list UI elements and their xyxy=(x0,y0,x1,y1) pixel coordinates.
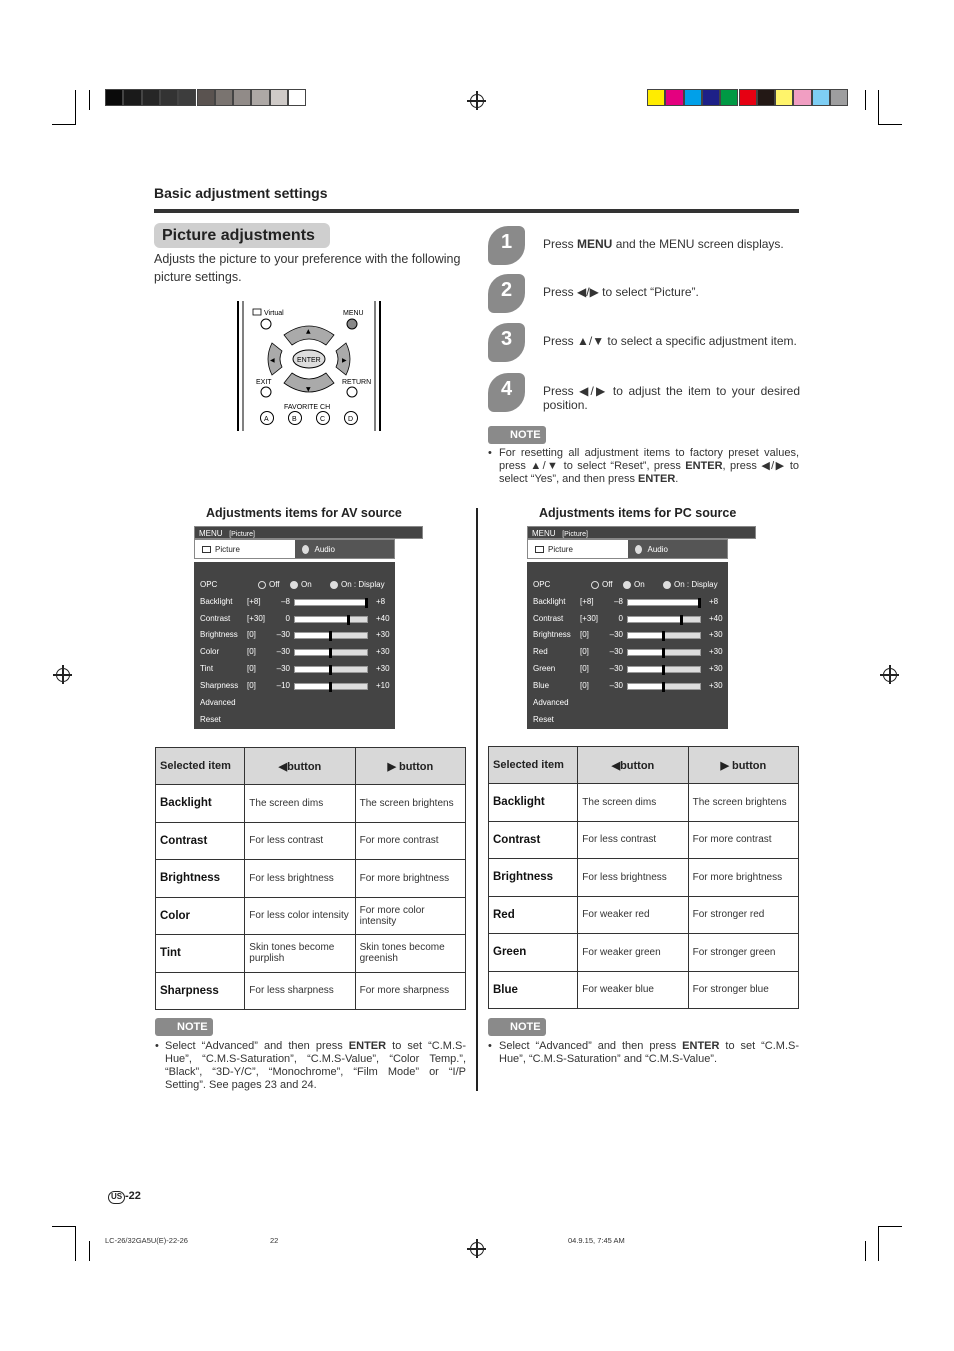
table-cell: For weaker green xyxy=(578,934,688,972)
step-number: 2 xyxy=(488,274,525,313)
step-number: 3 xyxy=(488,323,525,362)
osd-setting-min: –8 xyxy=(614,597,623,606)
osd-setting-min: –30 xyxy=(276,647,290,657)
osd-setting-label: Contrast xyxy=(533,613,564,623)
note-top-text: For resetting all adjustment items to factory preset values, press ▲/▼ to select “Reset”, press ENTER, press ◀/▶ to select “Yes”, and then press ENTER. xyxy=(499,447,799,485)
table-cell: Backlight xyxy=(156,785,245,823)
slider-fill xyxy=(295,600,367,605)
osd-setting-row[interactable] xyxy=(533,614,723,626)
osd-crumb: [Picture] xyxy=(562,531,588,538)
table-cell: Contrast xyxy=(156,822,245,860)
slider-knob xyxy=(662,648,665,658)
osd-opc-row xyxy=(533,580,723,592)
osd-setting-label: Contrast xyxy=(200,613,231,623)
registration-mark-icon xyxy=(56,668,70,682)
osd-opc-label: OPC xyxy=(533,580,551,589)
note-label: NOTE xyxy=(510,1021,541,1033)
osd-extra-row[interactable] xyxy=(200,698,390,710)
osd-setting-value: [0] xyxy=(580,680,589,690)
note-label: NOTE xyxy=(177,1021,208,1033)
swatch xyxy=(812,89,830,106)
slider-knob xyxy=(662,665,665,675)
osd-setting-row[interactable] xyxy=(533,664,723,676)
slider-fill xyxy=(628,667,664,672)
osd-setting-min: –8 xyxy=(281,597,290,606)
osd-setting-min: –10 xyxy=(276,680,290,690)
osd-slider[interactable] xyxy=(627,616,701,623)
osd-setting-row[interactable] xyxy=(200,681,390,693)
osd-menu-bar xyxy=(194,526,423,539)
opc-option: On xyxy=(301,580,312,589)
table-row xyxy=(156,972,466,1010)
osd-setting-label: Tint xyxy=(200,663,214,673)
slider-knob xyxy=(329,648,332,658)
osd-setting-row[interactable] xyxy=(533,630,723,642)
osd-setting-min: –30 xyxy=(609,630,623,640)
osd-panel xyxy=(194,562,395,729)
swatch xyxy=(720,89,738,106)
slider-fill xyxy=(295,684,331,689)
osd-tab-audio[interactable] xyxy=(628,540,728,558)
swatch xyxy=(178,89,196,106)
osd-setting-min: 0 xyxy=(618,613,623,623)
slider-fill xyxy=(295,667,331,672)
footer-file: LC-26/32GA5U(E)-22-26 xyxy=(105,1236,188,1245)
opc-radio[interactable] xyxy=(663,581,671,589)
osd-setting-row[interactable] xyxy=(200,614,390,626)
column-divider xyxy=(476,508,478,1091)
exit-button xyxy=(261,387,271,397)
slider-fill xyxy=(628,650,664,655)
swatch xyxy=(288,89,306,106)
table-cell: Red xyxy=(489,896,578,934)
osd-setting-max: +10 xyxy=(376,680,390,690)
note-top: • For resetting all adjustment items to factory preset values, press ▲/▼ to select “Reset”, press ENTER, press ◀/▶ to select “Yes”, and then press ENTER. xyxy=(488,447,799,485)
swatch xyxy=(775,89,793,106)
svg-text:◀: ◀ xyxy=(270,357,275,364)
table-cell: For less brightness xyxy=(578,859,688,897)
slider-knob xyxy=(347,615,350,625)
osd-extra-label: Advanced xyxy=(200,698,236,707)
slider-fill xyxy=(628,600,700,605)
osd-setting-value: [0] xyxy=(247,647,256,657)
osd-setting-max: +40 xyxy=(709,613,723,623)
opc-radio[interactable] xyxy=(591,581,599,589)
opc-option: On : Display xyxy=(674,580,718,589)
table-cell: For stronger blue xyxy=(688,971,798,1009)
osd-slider[interactable] xyxy=(294,616,368,623)
osd-setting-value: [+8] xyxy=(247,597,261,606)
virtual-button xyxy=(261,319,271,329)
remote-label-d: D xyxy=(348,416,354,423)
table-cell: For more sharpness xyxy=(355,972,465,1010)
osd-menu-bar xyxy=(527,526,756,539)
osd-slider[interactable] xyxy=(627,683,701,690)
remote-label-c: C xyxy=(320,416,326,423)
table-cell: Skin tones become purplish xyxy=(245,935,355,973)
av-note-text: Select “Advanced” and then press ENTER to set “C.M.S-Hue”, “C.M.S-Saturation”, “C.M.S-Value”, “Color Temp.”, “Black”, “3D-Y/C”, “Monochrome”, “Film Mode” or “I/P Setting”. See pages 23 and 24. xyxy=(165,1040,466,1091)
table-row xyxy=(156,897,466,935)
picture-icon xyxy=(535,546,544,553)
audio-icon xyxy=(635,545,642,554)
remote-label-menu: MENU xyxy=(343,310,364,317)
opc-option: On xyxy=(634,580,645,589)
swatch xyxy=(105,89,123,106)
registration-mark-icon xyxy=(470,94,484,108)
osd-setting-min: –30 xyxy=(609,680,623,690)
osd-setting-row[interactable] xyxy=(200,664,390,676)
slider-knob xyxy=(662,631,665,641)
slider-knob xyxy=(329,665,332,675)
page-number-value: -22 xyxy=(125,1190,141,1202)
table-cell: Contrast xyxy=(489,821,578,859)
osd-tab-audio[interactable] xyxy=(295,540,395,558)
osd-setting-label: Sharpness xyxy=(200,680,239,690)
osd-setting-label: Blue xyxy=(533,680,550,690)
swatch xyxy=(739,89,757,106)
av-heading: Adjustments items for AV source xyxy=(206,506,402,520)
page-number xyxy=(108,1190,141,1204)
osd-setting-label: Brightness xyxy=(533,630,571,640)
table-cell: For less brightness xyxy=(245,860,355,898)
osd-menu-label: MENU xyxy=(532,529,556,538)
table-cell: For stronger red xyxy=(688,896,798,934)
osd-setting-min: –30 xyxy=(276,630,290,640)
table-cell: Tint xyxy=(156,935,245,973)
slider-knob xyxy=(329,682,332,692)
step-text: Press ◀/▶ to select “Picture”. xyxy=(543,285,699,299)
slider-fill xyxy=(295,617,349,622)
slider-fill xyxy=(295,633,331,638)
table-row xyxy=(156,822,466,860)
intro-text: Adjusts the picture to your preference with the following picture settings. xyxy=(154,252,461,284)
osd-setting-min: –30 xyxy=(609,647,623,657)
remote-label-b: B xyxy=(292,416,297,423)
osd-setting-label: Color xyxy=(200,647,220,657)
registration-mark-icon xyxy=(470,1242,484,1256)
osd-opc-row xyxy=(200,580,390,592)
osd-setting-max: +30 xyxy=(709,647,723,657)
osd-setting-max: +8 xyxy=(376,597,386,606)
osd-setting-row[interactable] xyxy=(533,597,723,609)
osd-tabs xyxy=(194,539,395,559)
menu-button xyxy=(347,319,357,329)
table-cell: For more brightness xyxy=(688,859,798,897)
note-badge xyxy=(155,1018,213,1036)
remote-label-a: A xyxy=(264,416,269,423)
table-row xyxy=(489,971,799,1009)
swatch xyxy=(830,89,848,106)
table-cell: Backlight xyxy=(489,784,578,822)
osd-setting-value: [+30] xyxy=(247,613,266,623)
step-text: Press ▲/▼ to select a specific adjustment item. xyxy=(543,334,797,348)
swatch xyxy=(793,89,811,106)
table-cell: For more contrast xyxy=(355,822,465,860)
osd-setting-value: [0] xyxy=(247,630,256,640)
av-note: • Select “Advanced” and then press ENTER to set “C.M.S-Hue”, “C.M.S-Saturation”, “C.M.S-Value”, “Color Temp.”, “Black”, “3D-Y/C”, “Monochrome”, “Film Mode” or “I/P Setting”. See pages 23 and 24. xyxy=(155,1040,466,1091)
remote-label-virtual: Virtual xyxy=(264,310,284,317)
table-cell: For less sharpness xyxy=(245,972,355,1010)
registration-mark-icon xyxy=(883,668,897,682)
note-badge xyxy=(488,1018,546,1036)
slider-knob xyxy=(365,598,368,608)
table-header: ▶ button xyxy=(688,747,798,784)
swatch xyxy=(684,89,702,106)
section-title: Basic adjustment settings xyxy=(154,185,328,201)
osd-slider[interactable] xyxy=(627,649,701,656)
table-cell: The screen dims xyxy=(578,784,688,822)
table-cell: Brightness xyxy=(156,860,245,898)
table-row xyxy=(156,860,466,898)
remote-label-favorite: FAVORITE CH xyxy=(284,404,331,411)
opc-radio[interactable] xyxy=(623,581,631,589)
av-adjust-table xyxy=(155,747,466,1010)
swatch xyxy=(160,89,178,106)
table-cell: The screen dims xyxy=(245,785,355,823)
swatch xyxy=(251,89,269,106)
opc-option: Off xyxy=(602,580,613,589)
osd-tabs xyxy=(527,539,728,559)
table-cell: For stronger green xyxy=(688,934,798,972)
slider-fill xyxy=(628,617,682,622)
pc-note: • Select “Advanced” and then press ENTER to set “C.M.S-Hue”, “C.M.S-Saturation” and “C.M.S-Value”. xyxy=(488,1040,799,1065)
osd-extra-label: Reset xyxy=(533,715,554,724)
step-text: Press ◀/▶ to adjust the item to your desired position. xyxy=(543,384,800,412)
footer-date: 04.9.15, 7:45 AM xyxy=(568,1236,625,1245)
osd-setting-max: +30 xyxy=(376,647,390,657)
swatch xyxy=(665,89,683,106)
table-cell: Blue xyxy=(489,971,578,1009)
osd-slider[interactable] xyxy=(294,599,368,606)
osd-setting-max: +30 xyxy=(376,663,390,673)
osd-setting-min: –30 xyxy=(276,663,290,673)
osd-opc-label: OPC xyxy=(200,580,218,589)
osd-setting-value: [+8] xyxy=(580,597,594,606)
osd-extra-row[interactable] xyxy=(533,715,723,727)
osd-setting-value: [0] xyxy=(580,630,589,640)
osd-slider[interactable] xyxy=(294,683,368,690)
osd-setting-max: +30 xyxy=(376,630,390,640)
osd-slider[interactable] xyxy=(294,632,368,639)
table-cell: For more brightness xyxy=(355,860,465,898)
osd-tab-audio-label: Audio xyxy=(647,545,668,554)
svg-text:▼: ▼ xyxy=(306,386,311,393)
osd-menu-label: MENU xyxy=(199,529,223,538)
table-cell: For less contrast xyxy=(245,822,355,860)
table-row xyxy=(489,934,799,972)
osd-extra-label: Reset xyxy=(200,715,221,724)
osd-setting-label: Green xyxy=(533,663,556,673)
table-row xyxy=(489,784,799,822)
swatch xyxy=(647,89,665,106)
osd-setting-min: 0 xyxy=(285,613,290,623)
osd-tab-picture[interactable] xyxy=(195,540,295,558)
osd-tab-picture[interactable] xyxy=(528,540,628,558)
swatch xyxy=(270,89,288,106)
table-cell: For weaker blue xyxy=(578,971,688,1009)
table-header: Selected item xyxy=(156,748,245,785)
slider-fill xyxy=(295,650,331,655)
remote-label-return: RETURN xyxy=(342,379,372,386)
table-cell: For more color intensity xyxy=(355,897,465,935)
table-header: ▶ button xyxy=(355,748,465,785)
osd-panel xyxy=(527,562,728,729)
remote-label-exit: EXIT xyxy=(256,379,272,386)
swatch xyxy=(702,89,720,106)
region-badge: US xyxy=(108,1191,125,1204)
osd-setting-value: [0] xyxy=(247,680,256,690)
osd-setting-label: Brightness xyxy=(200,630,238,640)
picture-icon xyxy=(202,546,211,553)
osd-setting-row[interactable] xyxy=(200,647,390,659)
opc-option: Off xyxy=(269,580,280,589)
pc-heading: Adjustments items for PC source xyxy=(539,506,737,520)
swatch xyxy=(142,89,160,106)
osd-setting-row[interactable] xyxy=(200,597,390,609)
osd-slider[interactable] xyxy=(627,666,701,673)
page-title: Picture adjustments xyxy=(154,223,330,248)
osd-extra-row[interactable] xyxy=(200,715,390,727)
remote-label-enter: ENTER xyxy=(297,357,321,364)
table-cell: Green xyxy=(489,934,578,972)
table-cell: Sharpness xyxy=(156,972,245,1010)
osd-setting-label: Backlight xyxy=(200,597,233,606)
table-row xyxy=(156,785,466,823)
slider-knob xyxy=(329,631,332,641)
note-label: NOTE xyxy=(510,429,541,441)
osd-setting-value: [+30] xyxy=(580,613,599,623)
swatch xyxy=(123,89,141,106)
osd-setting-value: [0] xyxy=(580,663,589,673)
table-cell: The screen brightens xyxy=(688,784,798,822)
table-cell: Color xyxy=(156,897,245,935)
opc-radio[interactable] xyxy=(290,581,298,589)
osd-extra-row[interactable] xyxy=(533,698,723,710)
table-row xyxy=(156,935,466,973)
pc-note-text: Select “Advanced” and then press ENTER to set “C.M.S-Hue”, “C.M.S-Saturation” and “C.M.S-Value”. xyxy=(499,1040,799,1065)
osd-setting-max: +30 xyxy=(709,680,723,690)
osd-tab-picture-label: Picture xyxy=(548,545,573,554)
step-text: Press MENU and the MENU screen displays. xyxy=(543,237,784,251)
slider-knob xyxy=(680,615,683,625)
table-cell: The screen brightens xyxy=(355,785,465,823)
table-cell: Skin tones become greenish xyxy=(355,935,465,973)
table-row xyxy=(489,859,799,897)
swatch xyxy=(233,89,251,106)
table-row xyxy=(489,821,799,859)
table-header: ◀button xyxy=(578,747,688,784)
step-number: 4 xyxy=(488,373,525,412)
osd-crumb: [Picture] xyxy=(229,531,255,538)
osd-setting-max: +30 xyxy=(709,663,723,673)
svg-text:▶: ▶ xyxy=(342,357,347,364)
opc-radio[interactable] xyxy=(258,581,266,589)
opc-option: On : Display xyxy=(341,580,385,589)
osd-slider[interactable] xyxy=(294,649,368,656)
table-cell: For weaker red xyxy=(578,896,688,934)
osd-setting-row[interactable] xyxy=(533,681,723,693)
slider-knob xyxy=(662,682,665,692)
osd-setting-max: +40 xyxy=(376,613,390,623)
osd-slider[interactable] xyxy=(627,632,701,639)
opc-radio[interactable] xyxy=(330,581,338,589)
osd-tab-audio-label: Audio xyxy=(314,545,335,554)
osd-slider[interactable] xyxy=(294,666,368,673)
swatch xyxy=(215,89,233,106)
swatch xyxy=(757,89,775,106)
step-number: 1 xyxy=(488,226,525,265)
pc-adjust-table xyxy=(488,746,799,1009)
table-row xyxy=(489,896,799,934)
slider-knob xyxy=(698,598,701,608)
section-rule xyxy=(154,209,799,213)
osd-slider[interactable] xyxy=(627,599,701,606)
remote-control-illustration xyxy=(236,301,382,431)
osd-setting-max: +30 xyxy=(709,630,723,640)
return-button xyxy=(347,387,357,397)
footer-page: 22 xyxy=(270,1236,279,1245)
osd-tab-picture-label: Picture xyxy=(215,545,240,554)
osd-setting-value: [0] xyxy=(580,647,589,657)
table-cell: For less contrast xyxy=(578,821,688,859)
table-header: ◀button xyxy=(245,748,355,785)
svg-text:▲: ▲ xyxy=(306,328,311,335)
osd-setting-row[interactable] xyxy=(533,647,723,659)
table-header: Selected item xyxy=(489,747,578,784)
slider-fill xyxy=(628,684,664,689)
osd-setting-max: +8 xyxy=(709,597,719,606)
osd-setting-min: –30 xyxy=(609,663,623,673)
swatch xyxy=(197,89,215,106)
osd-setting-label: Red xyxy=(533,647,548,657)
table-cell: Brightness xyxy=(489,859,578,897)
osd-setting-row[interactable] xyxy=(200,630,390,642)
table-cell: For more contrast xyxy=(688,821,798,859)
osd-setting-label: Backlight xyxy=(533,597,566,606)
audio-icon xyxy=(302,545,309,554)
osd-extra-label: Advanced xyxy=(533,698,569,707)
note-badge xyxy=(488,426,546,444)
table-cell: For less color intensity xyxy=(245,897,355,935)
osd-setting-value: [0] xyxy=(247,663,256,673)
slider-fill xyxy=(628,633,664,638)
